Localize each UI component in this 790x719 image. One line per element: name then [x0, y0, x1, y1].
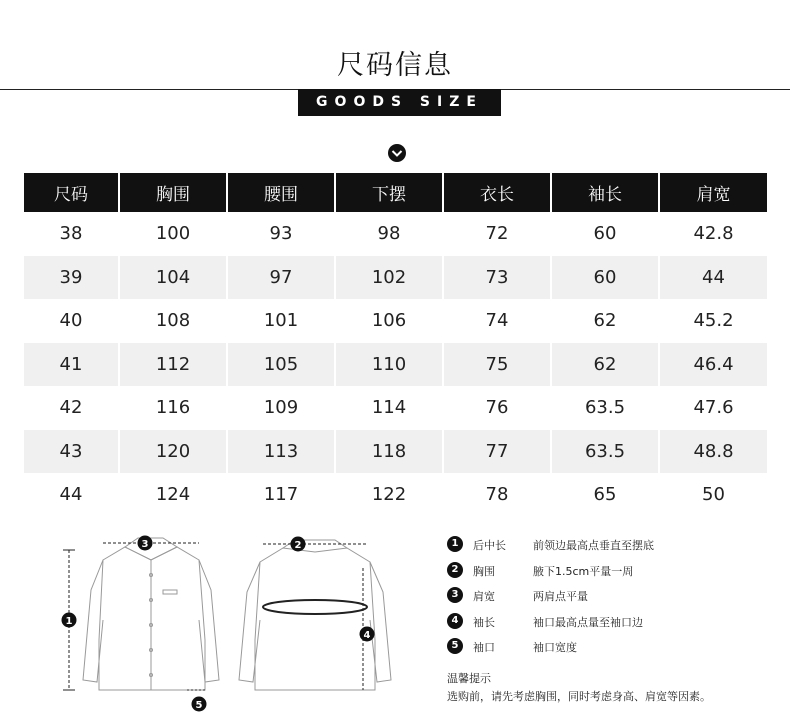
table-cell: 65	[552, 473, 660, 517]
table-cell: 48.8	[693, 440, 734, 462]
table-cell: 60	[552, 256, 660, 300]
legend-item	[447, 534, 787, 560]
legend-number: 1	[447, 536, 463, 552]
legend-number: 4	[447, 613, 463, 629]
table-cell: 63.5	[552, 430, 660, 474]
table-cell: 43	[24, 430, 120, 474]
table-cell: 110	[336, 343, 444, 387]
legend-number: 2	[447, 562, 463, 578]
table-cell: 100	[120, 212, 228, 256]
table-cell: 118	[336, 430, 444, 474]
table-cell: 104	[120, 256, 228, 300]
table-cell: 47.6	[693, 397, 734, 419]
marker-3	[138, 536, 153, 551]
table-row	[24, 430, 767, 474]
table-body	[24, 212, 767, 517]
table-cell: 114	[336, 386, 444, 430]
legend-desc: 袖口最高点量至袖口边	[533, 615, 643, 629]
header-cell: 袖长	[552, 173, 660, 212]
size-table	[24, 173, 767, 517]
legend-name: 肩宽	[473, 590, 495, 603]
marker-label: 5	[195, 700, 203, 711]
shirt-front-diagram	[83, 538, 219, 690]
tips-text: 选购前，请先考虑胸围，同时考虑身高、肩宽等因素。	[447, 690, 711, 703]
table-cell: 44	[702, 266, 725, 288]
table-cell: 74	[444, 299, 552, 343]
table-cell: 42	[24, 386, 120, 430]
legend-name: 后中长	[473, 539, 506, 552]
table-cell: 117	[228, 473, 336, 517]
table-cell: 122	[336, 473, 444, 517]
measurement-diagrams	[55, 530, 445, 719]
measurement-legend	[447, 534, 787, 662]
marker-2	[291, 537, 306, 552]
marker-label: 2	[294, 540, 302, 551]
header-cell: 胸围	[120, 173, 228, 212]
table-cell: 105	[228, 343, 336, 387]
legend-desc: 两肩点平量	[533, 590, 588, 603]
marker-4	[360, 627, 375, 642]
subtitle-banner: GOODS SIZE	[298, 89, 501, 116]
table-cell: 38	[24, 212, 120, 256]
page-title: 尺码信息	[337, 50, 453, 81]
header-cell: 下摆	[336, 173, 444, 212]
legend-desc: 前领边最高点垂直至摆底	[533, 539, 654, 552]
header-cell: 肩宽	[660, 173, 767, 212]
table-cell: 112	[120, 343, 228, 387]
table-cell: 62	[552, 299, 660, 343]
table-cell: 108	[120, 299, 228, 343]
table-cell: 42.8	[693, 223, 734, 245]
marker-1	[62, 613, 77, 628]
table-cell: 109	[228, 386, 336, 430]
table-row	[24, 212, 767, 256]
table-cell: 46.4	[693, 353, 734, 375]
table-cell: 62	[552, 343, 660, 387]
legend-item	[447, 585, 787, 611]
legend-desc: 袖口宽度	[533, 641, 577, 654]
front-measure-lines	[63, 543, 207, 690]
table-cell: 50	[702, 484, 725, 506]
header-cell: 衣长	[444, 173, 552, 212]
table-cell: 44	[24, 473, 120, 517]
header-cell: 腰围	[228, 173, 336, 212]
table-cell: 101	[228, 299, 336, 343]
table-cell: 97	[228, 256, 336, 300]
table-cell: 41	[24, 343, 120, 387]
table-row	[24, 299, 767, 343]
header-cell: 尺码	[24, 173, 120, 212]
table-cell: 93	[228, 212, 336, 256]
table-cell: 77	[444, 430, 552, 474]
table-cell: 39	[24, 256, 120, 300]
legend-desc: 腋下1.5cm平量一周	[533, 564, 634, 578]
table-cell: 124	[120, 473, 228, 517]
table-cell: 113	[228, 430, 336, 474]
table-cell: 63.5	[552, 386, 660, 430]
table-cell: 106	[336, 299, 444, 343]
table-cell: 73	[444, 256, 552, 300]
table-cell: 45.2	[693, 310, 734, 332]
marker-5	[192, 697, 207, 712]
legend-item	[447, 636, 787, 662]
table-row	[24, 473, 767, 517]
back-measure-lines	[263, 544, 367, 690]
table-row	[24, 386, 767, 430]
legend-name: 袖长	[473, 615, 495, 629]
table-header-row	[24, 173, 767, 212]
marker-label: 4	[363, 630, 371, 641]
table-cell: 75	[444, 343, 552, 387]
table-cell: 98	[336, 212, 444, 256]
legend-item	[447, 611, 787, 637]
table-cell: 102	[336, 256, 444, 300]
marker-label: 1	[65, 616, 73, 627]
legend-name: 胸围	[473, 564, 495, 578]
table-cell: 120	[120, 430, 228, 474]
legend-name: 袖口	[473, 641, 495, 654]
legend-number: 3	[447, 587, 463, 603]
table-row	[24, 343, 767, 387]
legend-item	[447, 560, 787, 586]
table-cell: 72	[444, 212, 552, 256]
table-cell: 116	[120, 386, 228, 430]
table-cell: 76	[444, 386, 552, 430]
table-row	[24, 256, 767, 300]
table-cell: 40	[24, 299, 120, 343]
legend-number: 5	[447, 638, 463, 654]
table-cell: 78	[444, 473, 552, 517]
chevron-down-icon	[387, 143, 407, 163]
tips-title: 温馨提示	[447, 672, 491, 685]
table-cell: 60	[552, 212, 660, 256]
marker-label: 3	[141, 539, 149, 550]
